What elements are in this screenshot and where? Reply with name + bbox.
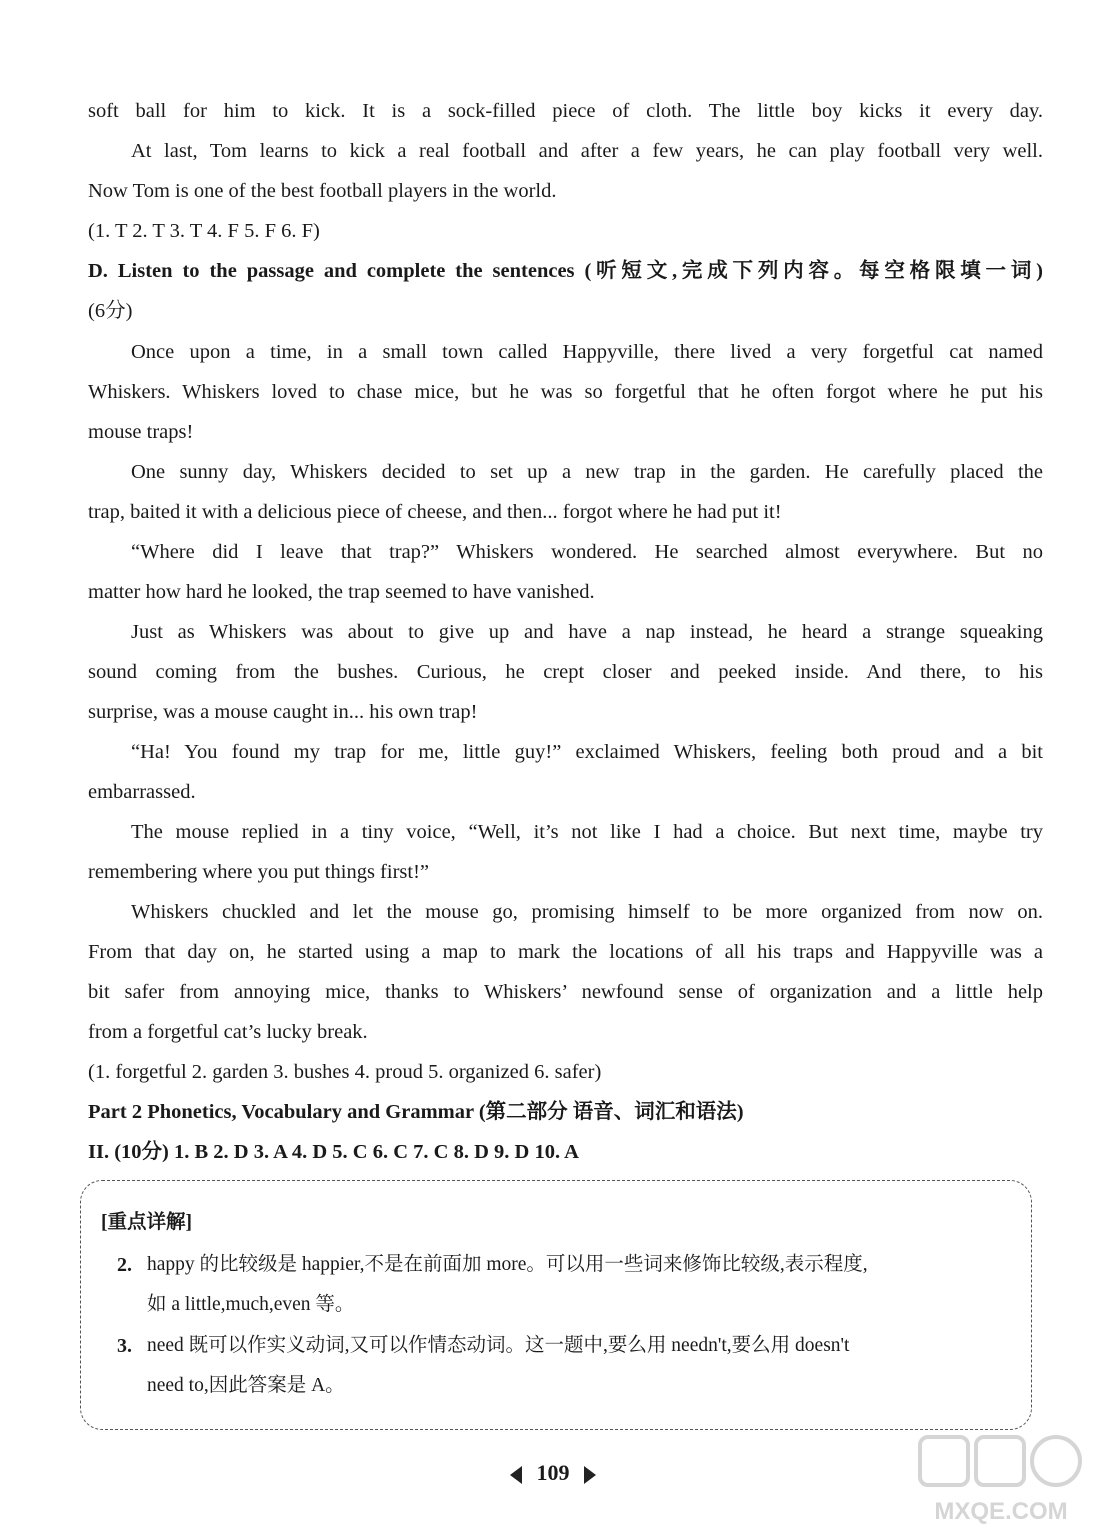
- text-line: from a forgetful cat’s lucky break.: [88, 1021, 368, 1043]
- text-line: “Where did I leave that trap?” Whiskers wondered. He searched almost everywhere. But no: [131, 541, 1043, 563]
- score-label: (6分): [88, 300, 133, 322]
- note-text: 如 a little,much,even 等。: [147, 1294, 355, 1315]
- answer-line: (1. T 2. T 3. T 4. F 5. F 6. F): [88, 220, 320, 242]
- note-number: 3.: [117, 1335, 132, 1357]
- answer-line: II. (10分) 1. B 2. D 3. A 4. D 5. C 6. C 7. C 8. D 9. D 10. A: [88, 1141, 579, 1163]
- text-line: Whiskers chuckled and let the mouse go, promising himself to be more organized from now on.: [131, 901, 1043, 923]
- text-line: matter how hard he looked, the trap seemed to have vanished.: [88, 581, 595, 603]
- note-text: happy 的比较级是 happier,不是在前面加 more。可以用一些词来修饰比较级,表示程度,: [147, 1254, 868, 1275]
- note-text: need 既可以作实义动词,又可以作情态动词。这一题中,要么用 needn't,要么用 doesn't: [147, 1335, 850, 1356]
- text-line: Just as Whiskers was about to give up and have a nap instead, he heard a strange squeaking: [131, 621, 1043, 643]
- text-line: From that day on, he started using a map to mark the locations of all his traps and Happyville was a: [88, 941, 1043, 963]
- key-points-title: [重点详解]: [101, 1212, 192, 1233]
- left-triangle-icon: [509, 1465, 523, 1485]
- text-line: mouse traps!: [88, 421, 194, 443]
- text-line: sound coming from the bushes. Curious, he crept closer and peeked inside. And there, to his: [88, 661, 1043, 683]
- text-line: embarrassed.: [88, 781, 196, 803]
- text-line: Whiskers. Whiskers loved to chase mice, but he was so forgetful that he often forgot where he put his: [88, 381, 1043, 403]
- text-line: One sunny day, Whiskers decided to set up a new trap in the garden. He carefully placed the: [131, 461, 1043, 483]
- text-line: surprise, was a mouse caught in... his own trap!: [88, 701, 478, 723]
- text-line: soft ball for him to kick. It is a sock-filled piece of cloth. The little boy kicks it every day.: [88, 100, 1043, 122]
- page-number: 109: [536, 1460, 570, 1485]
- watermark-logo: [916, 1431, 1086, 1526]
- right-triangle-icon: [583, 1465, 597, 1485]
- answer-line: (1. forgetful 2. garden 3. bushes 4. proud 5. organized 6. safer): [88, 1061, 602, 1083]
- text-line: remembering where you put things first!”: [88, 861, 430, 883]
- section-heading: Part 2 Phonetics, Vocabulary and Grammar (第二部分 语音、词汇和语法): [88, 1101, 744, 1123]
- key-points-box: [80, 1180, 1032, 1430]
- text-line: trap, baited it with a delicious piece of cheese, and then... forgot where he had put it!: [88, 501, 782, 523]
- note-text: need to,因此答案是 A。: [147, 1375, 345, 1396]
- text-line: The mouse replied in a tiny voice, “Well, it’s not like I had a choice. But next time, maybe try: [131, 821, 1043, 843]
- text-line: bit safer from annoying mice, thanks to Whiskers’ newfound sense of organization and a little help: [88, 981, 1043, 1003]
- section-heading: D. Listen to the passage and complete the sentences (听短文,完成下列内容。每空格限填一词): [88, 260, 1043, 282]
- text-line: Once upon a time, in a small town called Happyville, there lived a very forgetful cat named: [131, 341, 1043, 363]
- text-line: At last, Tom learns to kick a real football and after a few years, he can play football very well.: [131, 140, 1043, 162]
- svg-text:MXQE.COM: MXQE.COM: [934, 1498, 1068, 1525]
- text-line: Now Tom is one of the best football players in the world.: [88, 180, 557, 202]
- text-line: “Ha! You found my trap for me, little guy!” exclaimed Whiskers, feeling both proud and a bit: [131, 741, 1043, 763]
- note-number: 2.: [117, 1254, 132, 1276]
